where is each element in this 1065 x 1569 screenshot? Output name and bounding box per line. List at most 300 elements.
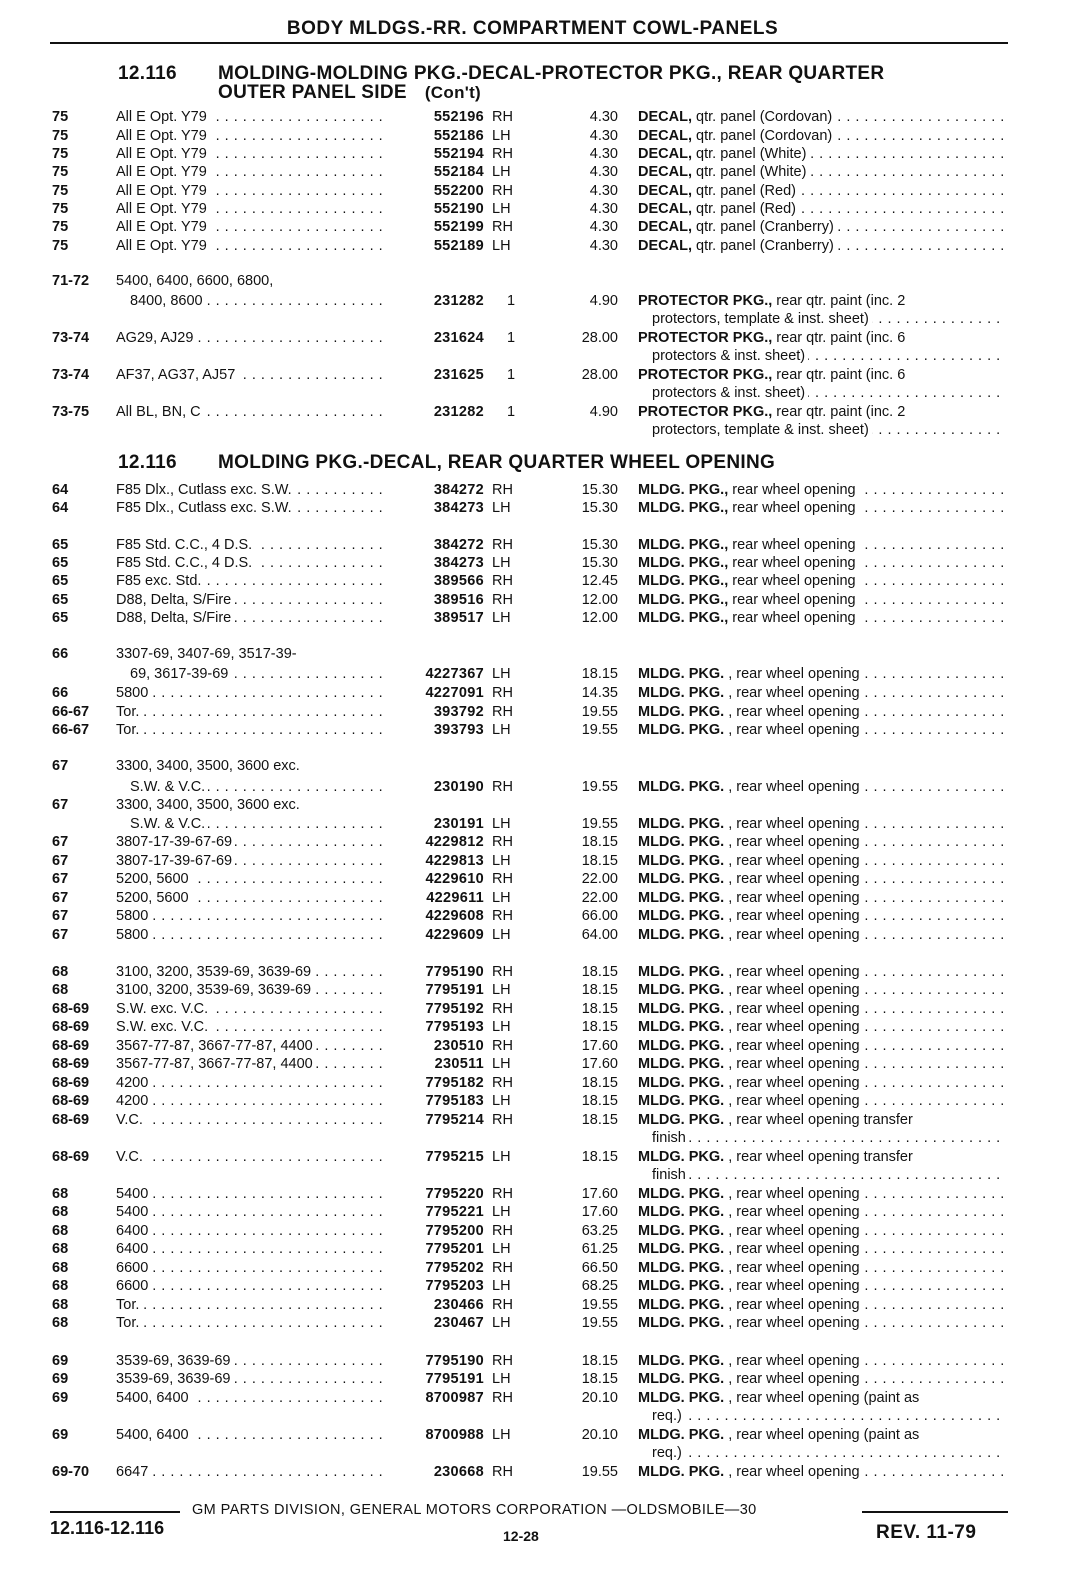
model-text: 3300, 3400, 3500, 3600 exc. — [116, 758, 303, 774]
item-name: MLDG. PKG. — [638, 1223, 725, 1239]
item-detail: qtr. panel (Cordovan) — [691, 128, 833, 144]
list-item — [0, 1148, 1065, 1166]
model-application — [116, 536, 388, 554]
item-name: MLDG. PKG. — [638, 890, 725, 906]
model-text: 3307-69, 3407-69, 3517-39- — [116, 646, 300, 662]
item-detail: qtr. panel (Cranberry) — [691, 219, 834, 235]
list-item — [0, 684, 1065, 702]
item-name: MLDG. PKG. — [638, 982, 725, 998]
item-description-continued — [652, 310, 1006, 328]
list-item — [0, 778, 1065, 796]
part-number: 7795203 — [425, 1278, 484, 1294]
model-text: 5800 — [116, 908, 151, 924]
item-detail: , rear wheel opening — [724, 704, 860, 720]
model-application — [116, 1389, 388, 1407]
list-price: 12.00 — [581, 610, 618, 626]
model-application — [116, 757, 388, 775]
model-year: 75 — [52, 201, 69, 217]
quantity-side: LH — [492, 722, 511, 738]
model-text: Tor. — [116, 722, 142, 738]
quantity-side: LH — [492, 1019, 511, 1035]
description-text — [638, 201, 799, 217]
part-number: 384272 — [433, 537, 484, 553]
quantity-side: LH — [492, 1241, 511, 1257]
model-application — [116, 329, 388, 347]
model-text: All E Opt. Y79 — [116, 109, 210, 125]
item-name: MLDG. PKG. — [638, 685, 725, 701]
list-item — [0, 1463, 1065, 1481]
list-item — [0, 292, 1065, 310]
item-detail: , rear wheel opening — [724, 1075, 860, 1091]
item-name: MLDG. PKG. — [638, 853, 725, 869]
model-year: 68-69 — [52, 1019, 90, 1035]
footer-rule — [862, 1511, 1008, 1513]
item-description — [638, 1092, 1006, 1110]
model-text: Tor. — [116, 1315, 142, 1331]
list-price: 4.30 — [589, 164, 618, 180]
part-number: 393793 — [433, 722, 484, 738]
item-description — [638, 1185, 1006, 1203]
list-item — [0, 145, 1065, 163]
item-detail: , rear wheel opening — [724, 1204, 860, 1220]
list-item — [0, 645, 1065, 663]
part-number: 4227091 — [425, 685, 484, 701]
model-year: 68-69 — [52, 1075, 90, 1091]
list-price: 19.55 — [581, 1464, 618, 1480]
description-text — [638, 367, 908, 383]
list-item — [0, 554, 1065, 572]
part-number: 230467 — [433, 1315, 484, 1331]
list-item — [0, 182, 1065, 200]
item-description — [638, 1018, 1006, 1036]
list-price: 4.30 — [589, 201, 618, 217]
quantity-side: RH — [492, 1038, 513, 1054]
description-text — [638, 685, 863, 701]
model-year: 67 — [52, 927, 69, 943]
list-price: 19.55 — [581, 722, 618, 738]
model-text: 3100, 3200, 3539-69, 3639-69 — [116, 982, 314, 998]
list-price: 28.00 — [581, 367, 618, 383]
item-detail: , rear wheel opening — [724, 1038, 860, 1054]
part-number: 4229812 — [425, 834, 484, 850]
quantity-side: RH — [492, 871, 513, 887]
item-detail: , rear wheel opening — [724, 1260, 860, 1276]
part-number: 7795215 — [425, 1149, 484, 1165]
model-text: Tor. — [116, 1297, 142, 1313]
item-detail: , rear wheel opening — [724, 964, 860, 980]
model-application — [116, 1203, 388, 1221]
item-description — [638, 981, 1006, 999]
model-text: 3807-17-39-67-69 — [116, 834, 235, 850]
item-detail: , rear wheel opening — [724, 722, 860, 738]
part-number: 231625 — [433, 367, 484, 383]
model-year: 75 — [52, 146, 69, 162]
item-detail: , rear wheel opening transfer — [724, 1149, 913, 1165]
model-year: 65 — [52, 592, 69, 608]
description-text — [638, 1204, 863, 1220]
quantity-side: LH — [492, 555, 511, 571]
list-item — [0, 796, 1065, 814]
list-item — [0, 163, 1065, 181]
item-name: MLDG. PKG. — [638, 1390, 725, 1406]
list-item — [0, 1277, 1065, 1295]
list-price: 61.25 — [581, 1241, 618, 1257]
item-detail: rear qtr. paint (inc. 6 — [772, 367, 906, 383]
list-price: 18.15 — [581, 666, 618, 682]
list-price: 17.60 — [581, 1038, 618, 1054]
description-text — [638, 610, 859, 626]
model-text: 6600 — [116, 1260, 151, 1276]
description-text — [638, 871, 863, 887]
item-name: MLDG. PKG. — [638, 1204, 725, 1220]
part-number: 4227367 — [425, 666, 484, 682]
item-name: MLDG. PKG. — [638, 1464, 725, 1480]
description-text — [638, 834, 863, 850]
item-description — [638, 481, 1006, 499]
model-text: 3539-69, 3639-69 — [116, 1353, 234, 1369]
model-application — [116, 1148, 388, 1166]
item-name: PROTECTOR PKG., — [638, 367, 773, 383]
model-year: 67 — [52, 853, 69, 869]
item-description — [638, 366, 1006, 384]
quantity-side: RH — [492, 573, 513, 589]
quantity-side: RH — [492, 183, 513, 199]
quantity-side: LH — [492, 201, 511, 217]
quantity-side: RH — [492, 1075, 513, 1091]
item-name: MLDG. PKG. — [638, 1056, 725, 1072]
footer-rule — [50, 1511, 180, 1513]
description-text — [638, 1297, 863, 1313]
item-name: MLDG. PKG. — [638, 816, 725, 832]
part-number: 230511 — [434, 1056, 484, 1072]
description-text — [638, 927, 863, 943]
part-number: 231282 — [433, 404, 484, 420]
model-year: 68-69 — [52, 1056, 90, 1072]
model-year: 75 — [52, 128, 69, 144]
model-year: 68 — [52, 964, 69, 980]
item-description — [638, 1037, 1006, 1055]
item-name: MLDG. PKG. — [638, 1112, 725, 1128]
item-detail: , rear wheel opening — [724, 1223, 860, 1239]
model-text: All E Opt. Y79 — [116, 146, 210, 162]
item-description — [638, 536, 1006, 554]
description-text — [638, 1019, 863, 1035]
item-description — [638, 182, 1006, 200]
list-item — [0, 481, 1065, 499]
item-detail: rear qtr. paint (inc. 6 — [772, 330, 906, 346]
model-text: AF37, AG37, AJ57 — [116, 367, 238, 383]
list-price: 18.15 — [581, 1075, 618, 1091]
footer-organization: GM PARTS DIVISION, GENERAL MOTORS CORPORATION —OLDSMOBILE—30 — [192, 1502, 757, 1518]
list-item — [0, 200, 1065, 218]
item-detail: , rear wheel opening — [724, 1186, 860, 1202]
item-description — [638, 1055, 1006, 1073]
model-application — [116, 609, 388, 627]
part-number: 230190 — [433, 779, 484, 795]
model-application — [116, 815, 388, 833]
part-number: 552186 — [433, 128, 484, 144]
model-application — [116, 889, 388, 907]
item-description — [638, 499, 1006, 517]
quantity-side: LH — [492, 164, 511, 180]
item-name: MLDG. PKG. — [638, 1001, 725, 1017]
item-description — [638, 815, 1006, 833]
item-detail: qtr. panel (White) — [691, 146, 807, 162]
list-item-continuation — [0, 384, 1065, 402]
model-application — [116, 403, 388, 421]
list-price: 4.30 — [589, 146, 618, 162]
item-name: DECAL, — [638, 109, 692, 125]
list-price: 18.15 — [581, 1353, 618, 1369]
item-name: MLDG. PKG., — [638, 610, 729, 626]
item-name: MLDG. PKG. — [638, 1297, 725, 1313]
item-name: MLDG. PKG. — [638, 908, 725, 924]
item-detail: rear wheel opening — [728, 573, 856, 589]
model-text: 5200, 5600 — [116, 890, 192, 906]
model-application — [116, 481, 388, 499]
model-year: 68 — [52, 1297, 69, 1313]
list-price: 28.00 — [581, 330, 618, 346]
quantity-side: LH — [492, 1056, 511, 1072]
part-number: 4229609 — [425, 927, 484, 943]
model-year: 65 — [52, 555, 69, 571]
model-year: 68-69 — [52, 1093, 90, 1109]
model-text: 5400, 6400, 6600, 6800, — [116, 273, 276, 289]
model-application — [116, 703, 388, 721]
model-text: 5200, 5600 — [116, 871, 192, 887]
list-item — [0, 1240, 1065, 1258]
model-application — [116, 554, 388, 572]
item-name: MLDG. PKG. — [638, 1315, 725, 1331]
model-application — [116, 108, 388, 126]
model-application — [116, 366, 388, 384]
header-rule — [50, 42, 1008, 44]
list-item — [0, 403, 1065, 421]
model-text: 5400, 6400 — [116, 1390, 192, 1406]
model-text: 3807-17-39-67-69 — [116, 853, 235, 869]
list-price: 68.25 — [581, 1278, 618, 1294]
list-item — [0, 218, 1065, 236]
item-description — [638, 1296, 1006, 1314]
item-name: MLDG. PKG. — [638, 1353, 725, 1369]
description-text — [638, 1278, 863, 1294]
model-text: 5800 — [116, 685, 151, 701]
description-text — [638, 1112, 916, 1128]
model-text: 3300, 3400, 3500, 3600 exc. — [116, 797, 303, 813]
model-text: 3567-77-87, 3667-77-87, 4400 — [116, 1038, 316, 1054]
description-text — [638, 1001, 863, 1017]
item-name: PROTECTOR PKG., — [638, 293, 773, 309]
model-text: D88, Delta, S/Fire — [116, 610, 234, 626]
item-detail: , rear wheel opening — [724, 871, 860, 887]
list-item — [0, 609, 1065, 627]
part-number: 389517 — [433, 610, 484, 626]
item-name: MLDG. PKG. — [638, 722, 725, 738]
item-name: MLDG. PKG. — [638, 1038, 725, 1054]
list-price: 18.15 — [581, 964, 618, 980]
model-year: 67 — [52, 758, 69, 774]
list-item — [0, 833, 1065, 851]
item-detail: , rear wheel opening — [724, 666, 860, 682]
page-number: 12-28 — [503, 1528, 539, 1544]
part-number: 7795190 — [425, 1353, 484, 1369]
quantity-side: LH — [492, 927, 511, 943]
model-year: 68 — [52, 982, 69, 998]
model-application — [116, 145, 388, 163]
list-price: 19.55 — [581, 1297, 618, 1313]
list-price: 17.60 — [581, 1186, 618, 1202]
part-number: 8700988 — [425, 1427, 484, 1443]
item-description — [638, 684, 1006, 702]
model-year: 69-70 — [52, 1464, 90, 1480]
model-application — [116, 645, 388, 663]
list-item — [0, 1055, 1065, 1073]
model-application — [116, 163, 388, 181]
item-name: MLDG. PKG., — [638, 500, 729, 516]
model-text: All BL, BN, C — [116, 404, 204, 420]
description-text — [638, 238, 837, 254]
quantity-side: LH — [492, 1149, 511, 1165]
description-text — [638, 1241, 863, 1257]
description-text — [638, 404, 908, 420]
list-item — [0, 1074, 1065, 1092]
model-application — [116, 572, 388, 590]
item-description — [638, 163, 1006, 181]
quantity-side: RH — [492, 1464, 513, 1480]
item-description — [638, 703, 1006, 721]
item-name: DECAL, — [638, 238, 692, 254]
quantity-side: RH — [492, 1260, 513, 1276]
model-text: 5400 — [116, 1204, 151, 1220]
quantity-side: RH — [492, 779, 513, 795]
list-price: 66.00 — [581, 908, 618, 924]
description-text — [638, 592, 859, 608]
list-price: 18.15 — [581, 1149, 618, 1165]
list-price: 18.15 — [581, 1019, 618, 1035]
model-text: All E Opt. Y79 — [116, 219, 210, 235]
quantity-side: RH — [492, 908, 513, 924]
model-application — [116, 1111, 388, 1129]
part-number: 384273 — [433, 500, 484, 516]
part-number: 230668 — [433, 1464, 484, 1480]
item-detail: , rear wheel opening — [724, 890, 860, 906]
item-detail: qtr. panel (Cordovan) — [691, 109, 833, 125]
model-application — [116, 1314, 388, 1332]
model-text: All E Opt. Y79 — [116, 164, 210, 180]
list-price: 19.55 — [581, 779, 618, 795]
description-text — [638, 219, 837, 235]
quantity-side: RH — [492, 704, 513, 720]
description-text — [638, 1186, 863, 1202]
item-description-continued — [652, 1166, 1006, 1184]
quantity-side: RH — [492, 146, 513, 162]
part-number: 552194 — [433, 146, 484, 162]
list-item — [0, 1426, 1065, 1444]
model-text: D88, Delta, S/Fire — [116, 592, 234, 608]
item-name: MLDG. PKG. — [638, 1427, 725, 1443]
list-item-continuation — [0, 1129, 1065, 1147]
item-detail: rear wheel opening — [728, 592, 856, 608]
model-application — [116, 182, 388, 200]
quantity-side: RH — [492, 685, 513, 701]
item-description — [638, 1352, 1006, 1370]
list-price: 19.55 — [581, 1315, 618, 1331]
model-application — [116, 499, 388, 517]
item-detail: , rear wheel opening — [724, 1278, 860, 1294]
section-subtitle: OUTER PANEL SIDE — [218, 82, 407, 103]
quantity-side: RH — [492, 1001, 513, 1017]
part-number: 8700987 — [425, 1390, 484, 1406]
item-detail: , rear wheel opening — [724, 927, 860, 943]
model-year: 68-69 — [52, 1112, 90, 1128]
list-item — [0, 1222, 1065, 1240]
model-year: 68 — [52, 1278, 69, 1294]
item-detail: rear wheel opening — [728, 610, 856, 626]
item-name: MLDG. PKG., — [638, 537, 729, 553]
model-application — [116, 1055, 388, 1073]
model-application — [116, 1092, 388, 1110]
description-text — [638, 1075, 863, 1091]
page-title: BODY MLDGS.-RR. COMPARTMENT COWL-PANELS — [286, 18, 779, 39]
list-item — [0, 889, 1065, 907]
model-year: 67 — [52, 908, 69, 924]
list-item — [0, 926, 1065, 944]
item-detail: , rear wheel opening — [724, 1093, 860, 1109]
item-name: MLDG. PKG., — [638, 573, 729, 589]
model-year: 66 — [52, 685, 69, 701]
item-detail: qtr. panel (White) — [691, 164, 807, 180]
item-detail: qtr. panel (Red) — [691, 201, 796, 217]
quantity-side: RH — [492, 592, 513, 608]
model-text: S.W. & V.C. — [116, 779, 208, 795]
model-year: 67 — [52, 834, 69, 850]
item-detail: , rear wheel opening — [724, 1353, 860, 1369]
item-description — [638, 572, 1006, 590]
model-application — [116, 926, 388, 944]
model-year: 67 — [52, 871, 69, 887]
description-text — [638, 1315, 863, 1331]
list-item — [0, 1389, 1065, 1407]
item-description — [638, 609, 1006, 627]
part-number: 552196 — [433, 109, 484, 125]
list-item — [0, 591, 1065, 609]
item-description — [638, 1259, 1006, 1277]
item-name: DECAL, — [638, 219, 692, 235]
list-item — [0, 1259, 1065, 1277]
list-price: 18.15 — [581, 982, 618, 998]
quantity-side: LH — [492, 1371, 511, 1387]
list-item — [0, 907, 1065, 925]
description-text — [638, 109, 835, 125]
list-price: 18.15 — [581, 834, 618, 850]
footer-group-range: 12.116-12.116 — [50, 1518, 165, 1538]
list-price: 20.10 — [581, 1390, 618, 1406]
section-title-text: MOLDING PKG.-DECAL, REAR QUARTER WHEEL OPENING — [218, 452, 776, 473]
item-name: MLDG. PKG. — [638, 1075, 725, 1091]
model-application — [116, 1370, 388, 1388]
model-application — [116, 721, 388, 739]
part-number: 7795201 — [425, 1241, 484, 1257]
description-text: protectors & inst. sheet) — [652, 385, 808, 401]
list-item-continuation — [0, 310, 1065, 328]
part-number: 7795191 — [425, 982, 484, 998]
model-application — [116, 833, 388, 851]
model-year: 69 — [52, 1353, 69, 1369]
list-price: 15.30 — [581, 500, 618, 516]
model-year: 73-74 — [52, 330, 90, 346]
model-application — [116, 1259, 388, 1277]
list-price: 19.55 — [581, 816, 618, 832]
